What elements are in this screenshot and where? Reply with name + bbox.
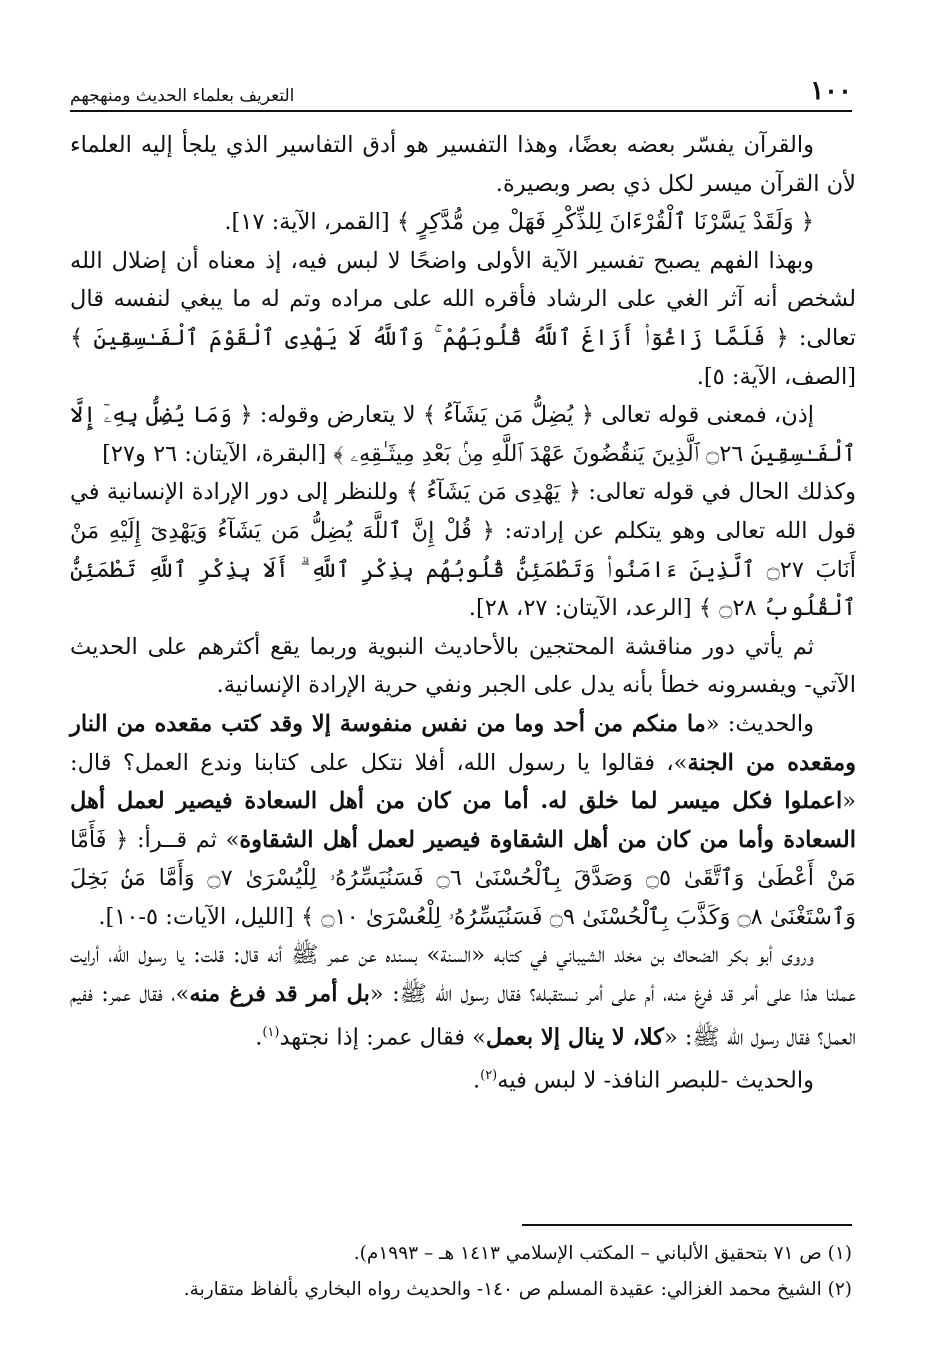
paragraph-text: . <box>472 1067 481 1094</box>
paragraph-text: . <box>255 1024 263 1051</box>
page-body <box>70 126 856 1100</box>
paragraph-text: »، فقال عمر: ففيم العمل؟ فقال رسول الله ﷺ: « <box>70 981 856 1051</box>
footnote-1: (١) ص ٧١ بتحقيق الألباني – المكتب الإسلامي ١٤١٣ هـ – ١٩٩٣م). <box>353 1243 852 1264</box>
paragraph-9 <box>70 1057 856 1100</box>
footnotes <box>70 1236 852 1308</box>
paragraph-text: » فقال عمر: إذا نجتهد <box>279 1024 486 1051</box>
quran-verse: ﴿ وَمَا يُضِلُّ بِهِۦٓ إِلَّا ٱلْفَـٰسِقِينَ ۝٢٦ ٱلَّذِينَ يَنقُضُونَ عَهْدَ ٱللَّهِ مِنۢ بَعْدِ مِيثَـٰقِهِۦ ﴾ <box>70 402 856 467</box>
paragraph-text: » ثم قــرأ: <box>128 826 240 853</box>
quran-verse: ﴿ فَلَمَّا زَاغُوٓا۟ أَزَاغَ ٱللَّهُ قُلُوبَهُمْ ۚ وَٱللَّهُ لَا يَهْدِى ٱلْقَوْمَ ٱلْفَـٰسِقِينَ ﴾ <box>70 324 789 351</box>
page-number: ١٠٠ <box>810 76 852 106</box>
paragraph-3 <box>70 242 856 396</box>
footnote-marker: (٢) <box>480 1067 498 1083</box>
paragraph-6 <box>70 628 856 705</box>
paragraph-8 <box>70 936 856 1056</box>
paragraph-text: ثم يأتي دور مناقشة المحتجين بالأحاديث النبوية وربما يقع أكثرهم على الحديث الآتي- ويفسرونه خطأ بأنه يدل على الجبر ونفي حرية الإرادة الإنسانية. <box>70 633 856 699</box>
page-header <box>70 74 852 112</box>
paragraph-4 <box>70 396 856 473</box>
paragraph-text: »، فقالوا يا رسول الله، أفلا نتكل على كتابنا وندع العمل؟ قال: « <box>70 749 856 815</box>
verse-reference: [الصف، الآية: ٥]. <box>696 363 856 390</box>
paragraph-7 <box>70 705 856 937</box>
paragraph-5 <box>70 473 856 627</box>
paragraph-text: لا يتعارض وقوله: <box>252 402 423 429</box>
footnote-2: (٢) الشيخ محمد الغزالي: عقيدة المسلم ص ١٤٠- والحديث رواه البخاري بألفاظ متقاربة. <box>183 1279 852 1300</box>
paragraph-text: والقرآن يفسّر بعضه بعضًا، وهذا التفسير هو أدق التفاسير الذي يلجأ إليه العلماء لأن القرآن ميسر لكل ذي بصر وبصيرة. <box>70 132 856 197</box>
footnote-marker: (١) <box>262 1024 280 1040</box>
paragraph-2 <box>70 203 856 242</box>
hadith-text: اعملوا فكل ميسر لما خلق له. أما من كان من أهل السعادة فيصير لعمل أهل السعادة وأما من كان من أهل الشقاوة فيصير لعمل أهل الشقاوة <box>70 788 856 853</box>
quran-verse: ﴿ يُضِلُّ مَن يَشَآءُ ﴾ <box>422 402 594 429</box>
hadith-text: ما منكم من أحد وما من نفس منفوسة إلا وقد كتب مقعده من النار ومقعده من الجنة <box>70 710 856 776</box>
quran-verse: ﴿ قُلْ إِنَّ ٱللَّهَ يُضِلُّ مَن يَشَآءُ وَيَهْدِىٓ إِلَيْهِ مَنْ أَنَابَ ۝٢٧ ٱلَّذِينَ ءَامَنُوا۟ وَتَطْمَئِنُّ قُلُوبُهُم بِذِكْرِ ٱللَّهِ ۗ أَلَا بِذِكْرِ ٱللَّهِ تَطْمَئِنُّ ٱلْقُلُوبُ ۝٢٨ ﴾ <box>70 517 856 622</box>
verse-reference: [الليل، الآيات: ٥-١٠]. <box>98 903 301 930</box>
paragraph-text: وكذلك الحال في قوله تعالى: <box>580 479 856 506</box>
quran-verse: ﴿ فَأَمَّا مَنْ أَعْطَىٰ وَٱتَّقَىٰ ۝٥ وَصَدَّقَ بِٱلْحُسْنَىٰ ۝٦ فَسَنُيَسِّرُهُۥ لِلْيُسْرَىٰ ۝٧ وَأَمَّا مَنۢ بَخِلَ وَٱسْتَغْنَىٰ ۝٨ وَكَذَّبَ بِٱلْحُسْنَىٰ ۝٩ فَسَنُيَسِّرُهُۥ لِلْعُسْرَىٰ ۝١٠ ﴾ <box>70 826 856 930</box>
paragraph-text: والحديث -للبصر النافذ- لا لبس فيه <box>497 1067 814 1094</box>
verse-reference: [القمر، الآية: ١٧]. <box>224 209 397 236</box>
verse-reference: [البقرة، الآيتان: ٢٦ و٢٧] <box>102 440 334 467</box>
quran-verse: ﴿ يَهْدِى مَن يَشَآءُ ﴾ <box>405 479 581 506</box>
paragraph-text: والحديث: « <box>705 710 814 737</box>
quran-verse: ﴿ وَلَقَدْ يَسَّرْنَا ٱلْقُرْءَانَ لِلذِّكْرِ فَهَلْ مِن مُّدَّكِرٍ ﴾ <box>396 209 814 236</box>
running-title: التعريف بعلماء الحديث ومنهجهم <box>70 86 295 106</box>
paragraph-1 <box>70 126 856 203</box>
hadith-text: كلا، لا ينال إلا بعمل <box>485 1024 664 1051</box>
hadith-text: بل أمر قد فرغ منه <box>189 981 370 1008</box>
paragraph-text: وللنظر إلى دور الإرادة الإنسانية في قول الله تعالى وهو يتكلم عن إرادته: <box>70 479 857 544</box>
paragraph-text: إذن، فمعنى قوله تعالى <box>593 402 814 429</box>
footnote-divider <box>522 1224 852 1226</box>
paragraph-text: وبهذا الفهم يصبح تفسير الآية الأولى واضحًا لا لبس فيه، إذ معناه أن إضلال الله لشخص أنه آثر الغي على الرشاد فأقره الله على مراده وتم له ما يبغي لنفسه قال تعالى: <box>70 247 856 351</box>
paragraph-text: وروى أبو بكر الضحاك بن مخلد الشيباني في كتابه «السنة» بسنده عن عمر ﷺ أنه قال: قلت: يا رسول الله، أرايت عملنا هذا على أمر قد فرغ منه، أم على أمر نستقبله؟ فقال رسول الله ﷺ: « <box>70 942 857 1008</box>
verse-reference: [الرعد، الآيتان: ٢٧، ٢٨]. <box>468 595 699 622</box>
